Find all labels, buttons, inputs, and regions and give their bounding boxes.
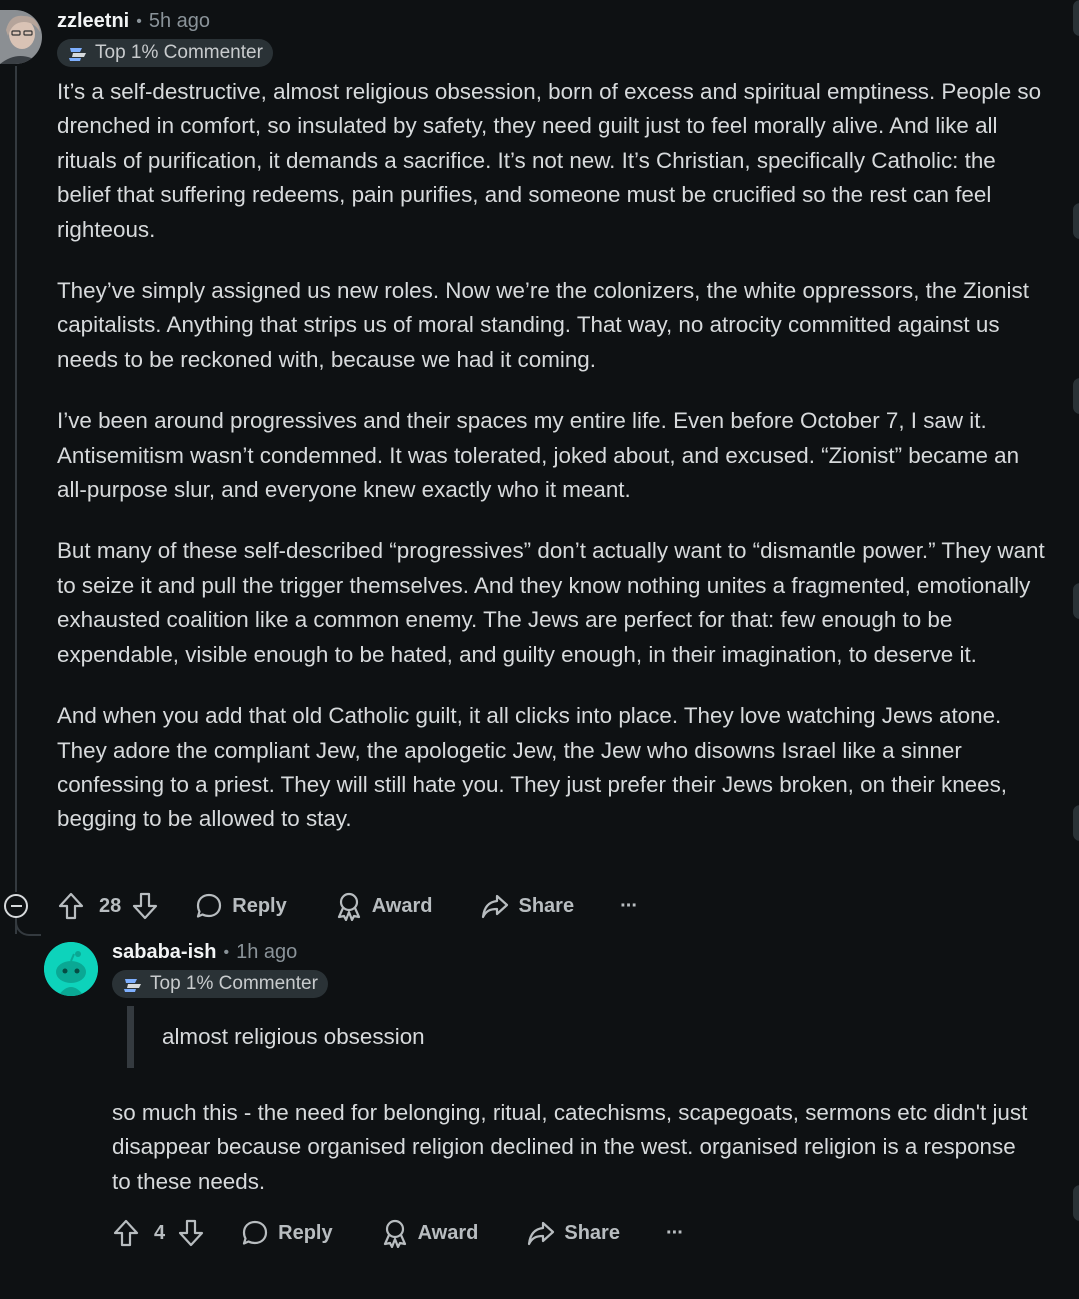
clipped-sidebar — [1070, 0, 1079, 1299]
comment-icon — [241, 1219, 269, 1247]
vote-count: 4 — [154, 1221, 166, 1244]
sidebar-avatar — [1073, 378, 1079, 414]
more-icon: ··· — [665, 1221, 683, 1244]
more-options-button[interactable] — [620, 895, 637, 918]
sidebar-avatar — [1073, 203, 1079, 239]
comment-actions — [57, 888, 637, 924]
comment-paragraph: so much this - the need for belonging, ritual, catechisms, scapegoats, sermons etc didn't just disappear because organised religion declined in the west. organised religion is a response to these needs. — [112, 1100, 1028, 1194]
avatar[interactable] — [0, 10, 42, 64]
flair-label: Top 1% Commenter — [95, 42, 263, 63]
comment-body — [112, 1096, 1032, 1226]
reply-label: Reply — [232, 894, 287, 917]
downvote-button[interactable] — [177, 1218, 205, 1248]
upvote-button[interactable] — [57, 891, 85, 921]
upvote-button[interactable] — [112, 1218, 140, 1248]
share-label: Share — [518, 894, 575, 917]
comment-actions — [112, 1215, 683, 1251]
comment-body — [57, 75, 1047, 864]
snoo-avatar-image — [44, 942, 98, 996]
award-button[interactable] — [335, 891, 433, 921]
separator-dot: • — [223, 943, 230, 961]
sidebar-avatar — [1073, 583, 1079, 619]
upvote-icon — [57, 891, 85, 921]
vote-count: 28 — [99, 894, 122, 917]
blockquote — [127, 1006, 425, 1068]
comment-meta — [112, 941, 297, 964]
award-icon — [381, 1218, 409, 1248]
share-icon — [480, 892, 510, 920]
user-avatar-image — [0, 10, 42, 64]
award-icon — [335, 891, 363, 921]
sidebar-avatar — [1073, 0, 1079, 36]
downvote-icon — [131, 891, 159, 921]
reply-button[interactable] — [241, 1219, 332, 1247]
flair-label: Top 1% Commenter — [150, 973, 318, 994]
more-icon: ··· — [620, 894, 638, 917]
comment-meta — [57, 10, 210, 33]
share-icon — [526, 1219, 556, 1247]
downvote-icon — [177, 1218, 205, 1248]
reply-button[interactable] — [195, 892, 286, 920]
downvote-button[interactable] — [131, 891, 159, 921]
comment-paragraph: It’s a self-destructive, almost religious obsession, born of excess and spiritual emptiness. People so drenched in comfort, so insulated by safety, they need guilt just to feel morally alive. And like all rituals of purification, it demands a sacrifice. It’s not new. It’s Christian, specifically Catholic: the belief that suffering redeems, pain purifies, and someone must be crucified so the rest can feel righteous. — [57, 79, 1042, 242]
award-button[interactable] — [381, 1218, 479, 1248]
thread-branch-curve — [15, 916, 41, 936]
comment-paragraph: I’ve been around progressives and their spaces my entire life. Even before October 7, I saw it. Antisemitism wasn’t condemned. It was tolerated, joked about, and excused. “Zionist” became an all-purpose slur, and everyone knew exactly who it meant. — [57, 408, 1020, 503]
timestamp[interactable]: 1h ago — [236, 941, 298, 963]
share-button[interactable] — [480, 892, 574, 920]
flair-icon — [67, 44, 89, 62]
reply-label: Reply — [278, 1221, 333, 1244]
comment-paragraph: And when you add that old Catholic guilt, it all clicks into place. They love watching Jews atone. They adore the compliant Jew, the apologetic Jew, the Jew who disowns Israel like a sinner confessing to a priest. They will still hate you. They just prefer their Jews broken, on their knees, begging to be allowed to stay. — [57, 703, 1007, 832]
share-label: Share — [564, 1221, 620, 1244]
share-button[interactable] — [526, 1219, 620, 1247]
upvote-icon — [112, 1218, 140, 1248]
thread-line[interactable] — [15, 66, 17, 892]
user-flair — [57, 39, 273, 67]
quote-text: almost religious obsession — [162, 1024, 425, 1049]
comment-icon — [195, 892, 223, 920]
flair-icon — [122, 975, 144, 993]
username[interactable]: sababa-ish — [112, 941, 217, 963]
more-options-button[interactable] — [666, 1222, 683, 1245]
separator-dot: • — [136, 12, 142, 30]
avatar[interactable] — [44, 942, 98, 996]
user-flair — [112, 970, 328, 998]
username[interactable]: zzleetni — [57, 10, 130, 32]
sidebar-avatar — [1073, 805, 1079, 841]
comment-paragraph: They’ve simply assigned us new roles. Now we’re the colonizers, the white oppressors, the Zionist capitalists. Anything that strips us of moral standing. That way, no atrocity committed against us needs to be reckoned with, because we had it coming. — [57, 278, 1029, 372]
sidebar-avatar — [1073, 1185, 1079, 1221]
timestamp[interactable]: 5h ago — [148, 10, 211, 32]
award-label: Award — [371, 894, 433, 917]
comment-paragraph: But many of these self-described “progressives” don’t actually want to “dismantle power.” They want to seize it and pull the trigger themselves. And they know nothing unites a fragmented, emotionally exhausted coalition like a common enemy. The Jews are perfect for that: few enough to be expendable, visible enough to be hated, and guilty enough, in their imagination, to deserve it. — [57, 538, 1045, 667]
award-label: Award — [417, 1221, 479, 1244]
collapse-icon[interactable] — [4, 894, 28, 918]
